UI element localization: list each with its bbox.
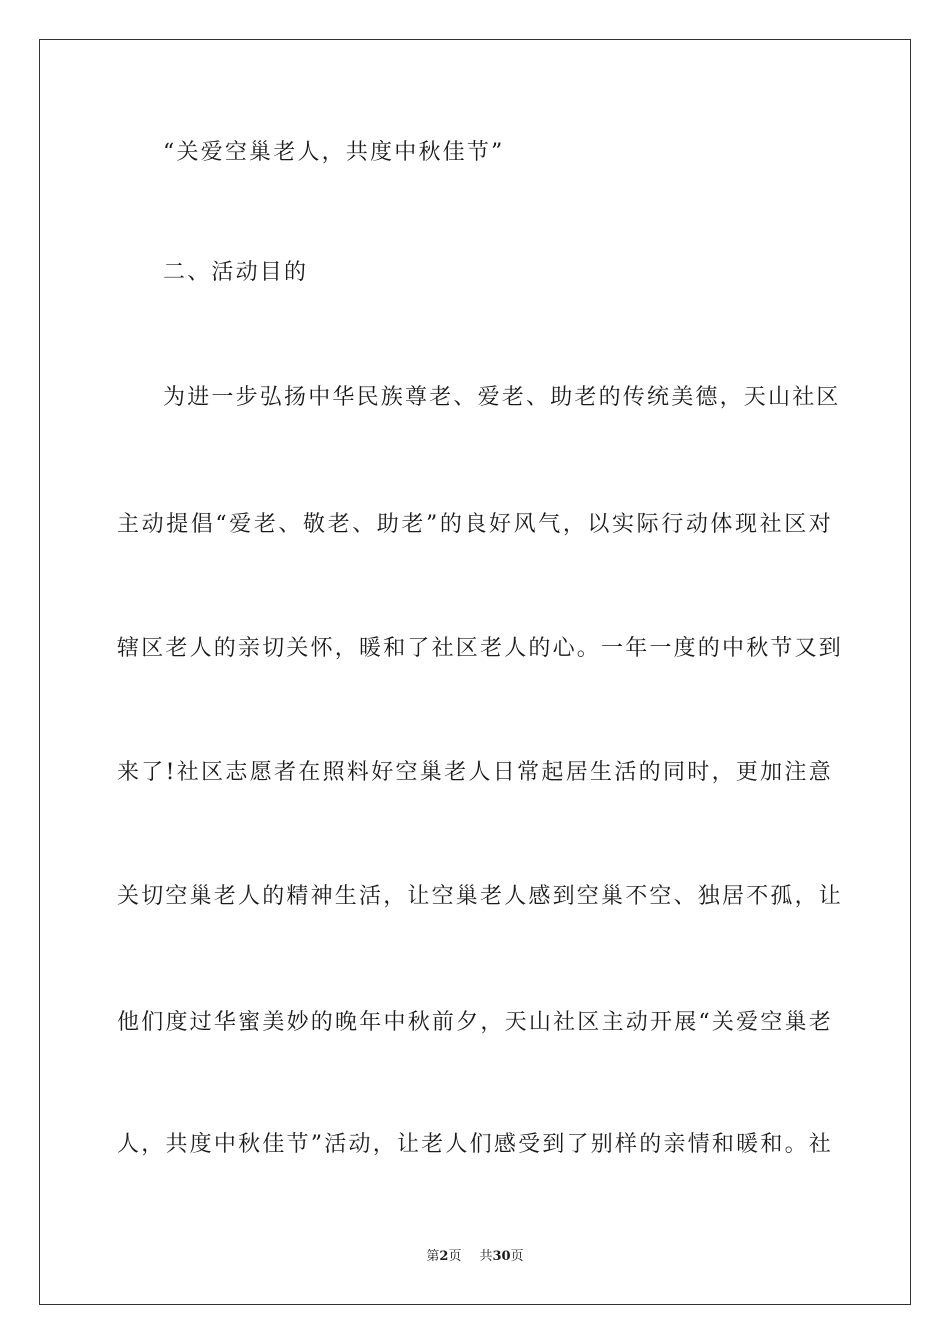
paragraph-line: 关切空巢老人的精神生活，让空巢老人感到空巢不空、独居不孤，让 bbox=[117, 884, 844, 909]
page-border bbox=[39, 39, 911, 1305]
footer-page-prefix: 第 bbox=[426, 1249, 440, 1264]
footer-page-number: 2 bbox=[439, 1249, 449, 1264]
page-footer bbox=[0, 1248, 950, 1266]
paragraph-line: 人，共度中秋佳节”活动，让老人们感受到了别样的亲情和暖和。社 bbox=[117, 1132, 833, 1157]
section-heading: 二、活动目的 bbox=[163, 260, 309, 285]
footer-total-suffix: 页 bbox=[510, 1249, 524, 1264]
footer-page-suffix: 页 bbox=[448, 1249, 462, 1264]
paragraph-line: 他们度过华蜜美妙的晚年中秋前夕，天山社区主动开展“关爱空巢老 bbox=[117, 1010, 833, 1035]
footer-total-prefix: 共 bbox=[479, 1249, 493, 1264]
paragraph-line: 来了!社区志愿者在照料好空巢老人日常起居生活的同时，更加注意 bbox=[117, 760, 833, 785]
footer-total-pages: 30 bbox=[492, 1249, 511, 1264]
paragraph-line: 为进一步弘扬中华民族尊老、爱老、助老的传统美德，天山社区 bbox=[163, 385, 841, 410]
paragraph-line: 主动提倡“爱老、敬老、助老”的良好风气，以实际行动体现社区对 bbox=[117, 512, 833, 537]
slogan-line: “关爱空巢老人，共度中秋佳节” bbox=[163, 140, 505, 165]
paragraph-line: 辖区老人的亲切关怀，暖和了社区老人的心。一年一度的中秋节又到 bbox=[117, 636, 844, 661]
